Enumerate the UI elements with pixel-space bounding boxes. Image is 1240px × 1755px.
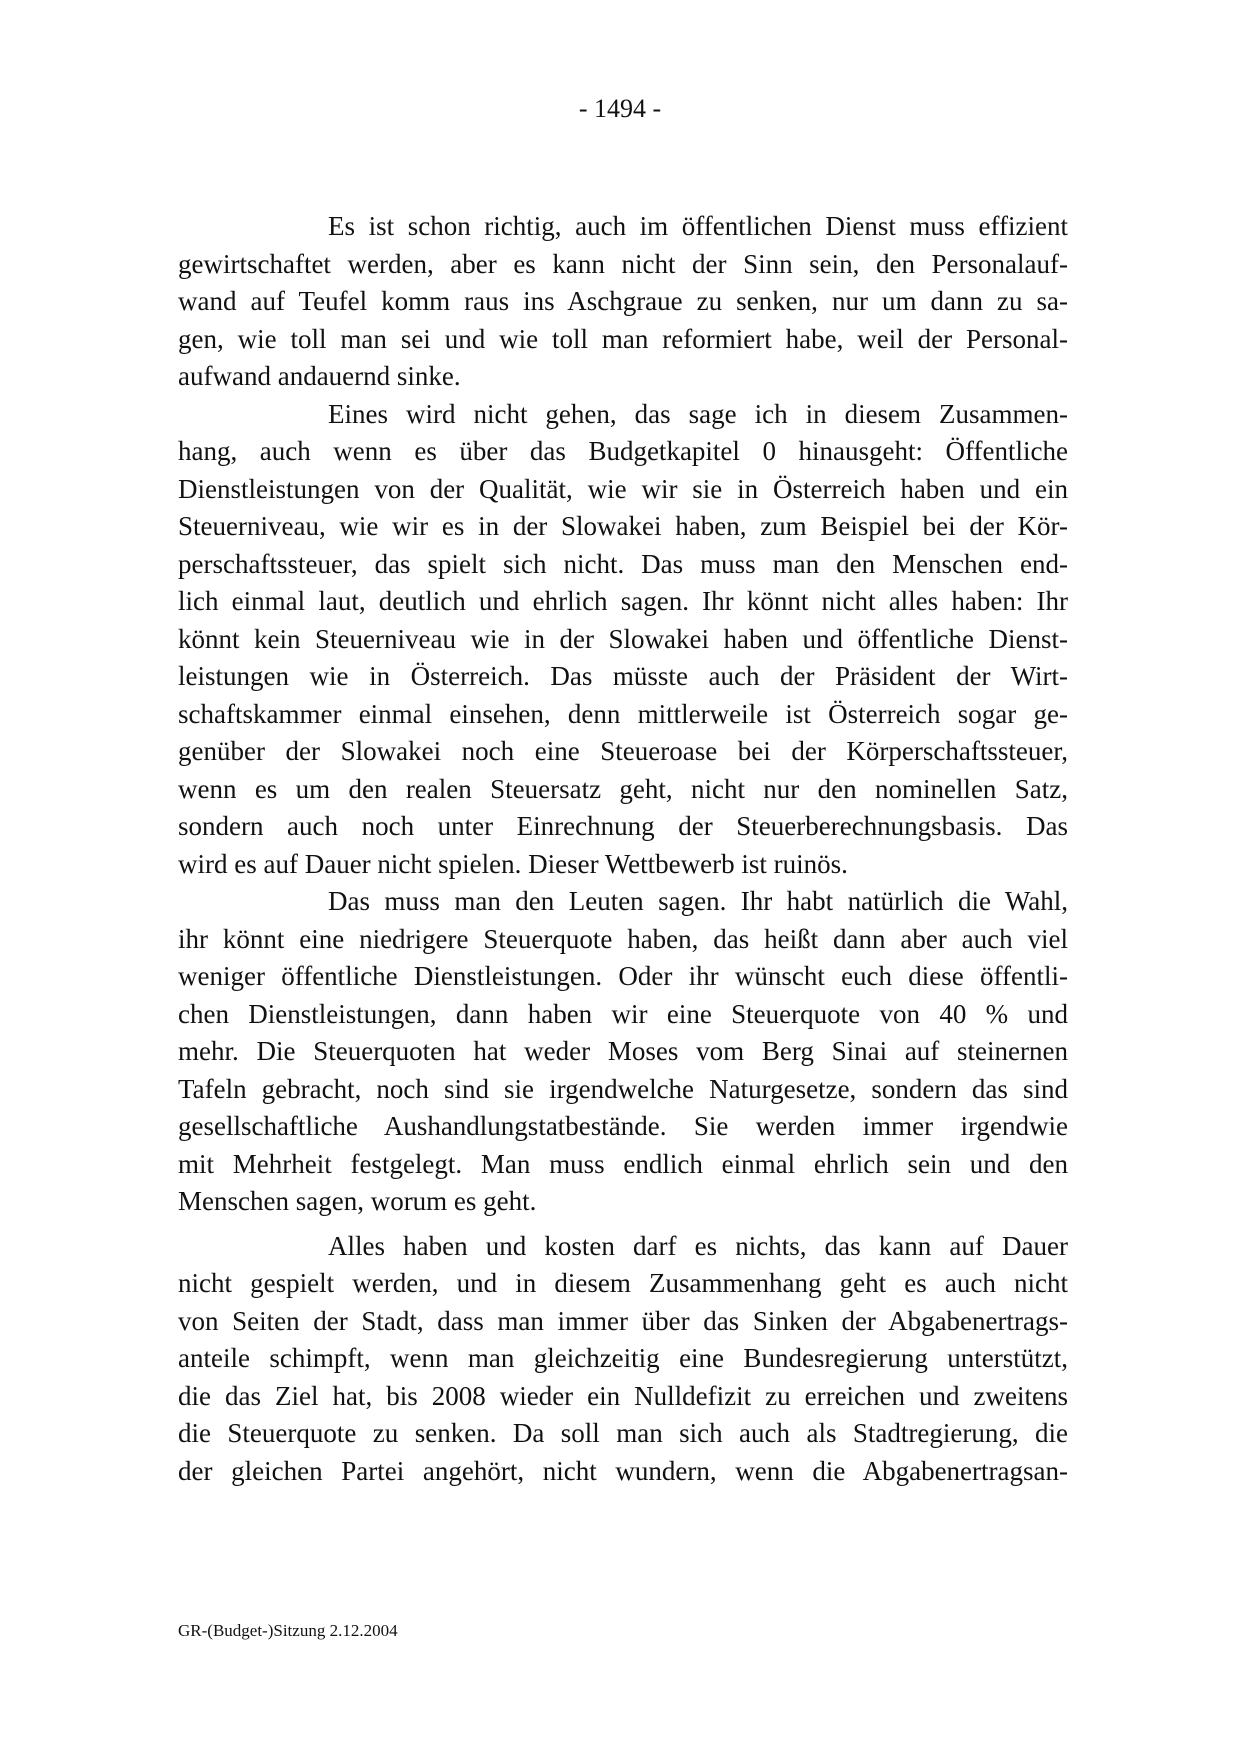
text-line: ihr könnt eine niedrigere Steuerquote haben, das heißt dann aber auch viel [178, 923, 1068, 954]
text-line: wird es auf Dauer nicht spielen. Dieser Wettbewerb ist ruinös. [178, 848, 848, 879]
page-number: - 1494 - [578, 94, 662, 123]
text-line: chen Dienstleistungen, dann haben wir eine Steuerquote von 40 % und [178, 998, 1068, 1029]
text-line: wenn es um den realen Steuersatz geht, nicht nur den nominellen Satz, [178, 773, 1068, 804]
body-text [178, 208, 1068, 1490]
text-line: der gleichen Partei angehört, nicht wundern, wenn die Abgabenertragsan- [178, 1455, 1068, 1486]
text-line: aufwand andauernd sinke. [178, 361, 461, 391]
text-line: Dienstleistungen von der Qualität, wie wir sie in Österreich haben und ein [178, 473, 1068, 504]
text-line: perschaftssteuer, das spielt sich nicht. Das muss man den Menschen end- [178, 548, 1068, 579]
text-line: leistungen wie in Österreich. Das müsste auch der Präsident der Wirt- [178, 661, 1068, 691]
footer-session-label: GR-(Budget-)Sitzung 2.12.2004 [178, 1621, 398, 1640]
paragraph [178, 208, 1068, 396]
text-line: Das muss man den Leuten sagen. Ihr habt natürlich die Wahl, [328, 886, 1068, 916]
text-line: Steuerniveau, wie wir es in der Slowakei haben, zum Beispiel bei der Kör- [178, 511, 1068, 541]
text-line: wand auf Teufel komm raus ins Aschgraue zu senken, nur um dann zu sa- [178, 286, 1068, 316]
paragraph-spacer [178, 1221, 1068, 1228]
text-line: gewirtschaftet werden, aber es kann nicht der Sinn sein, den Personalauf- [178, 248, 1068, 279]
text-line: könnt kein Steuerniveau wie in der Slowakei haben und öffentliche Dienst- [178, 623, 1068, 654]
text-line: schaftskammer einmal einsehen, denn mittlerweile ist Österreich sogar ge- [178, 698, 1068, 729]
paragraph [178, 396, 1068, 884]
text-line: mit Mehrheit festgelegt. Man muss endlich einmal ehrlich sein und den [178, 1148, 1068, 1179]
text-line: gen, wie toll man sei und wie toll man reformiert habe, weil der Personal- [178, 323, 1068, 354]
paragraph [178, 883, 1068, 1221]
text-line: sondern auch noch unter Einrechnung der Steuerberechnungsbasis. Das [178, 811, 1068, 841]
text-line: die Steuerquote zu senken. Da soll man sich auch als Stadtregierung, die [178, 1418, 1068, 1448]
text-line: mehr. Die Steuerquoten hat weder Moses vom Berg Sinai auf steinernen [178, 1036, 1068, 1066]
text-line: hang, auch wenn es über das Budgetkapitel 0 hinausgeht: Öffentliche [178, 436, 1068, 466]
text-line: weniger öffentliche Dienstleistungen. Oder ihr wünscht euch diese öffentli- [178, 961, 1068, 991]
paragraph [178, 1228, 1068, 1491]
text-line: Alles haben und kosten darf es nichts, das kann auf Dauer [328, 1230, 1068, 1261]
text-line: Es ist schon richtig, auch im öffentlichen Dienst muss effizient [328, 211, 1068, 241]
text-line: gesellschaftliche Aushandlungstatbestände. Sie werden immer irgendwie [178, 1111, 1068, 1141]
text-line: von Seiten der Stadt, dass man immer über das Sinken der Abgabenertrags- [178, 1305, 1068, 1336]
text-line: Tafeln gebracht, noch sind sie irgendwelche Naturgesetze, sondern das sind [178, 1073, 1068, 1104]
text-line: anteile schimpft, wenn man gleichzeitig eine Bundesregierung unterstützt, [178, 1343, 1068, 1373]
text-line: Menschen sagen, worum es geht. [178, 1186, 537, 1216]
text-line: die das Ziel hat, bis 2008 wieder ein Nulldefizit zu erreichen und zweitens [178, 1380, 1068, 1411]
text-line: Eines wird nicht gehen, das sage ich in diesem Zusammen- [328, 398, 1068, 429]
text-line: nicht gespielt werden, und in diesem Zusammenhang geht es auch nicht [178, 1268, 1068, 1298]
text-line: genüber der Slowakei noch eine Steueroase bei der Körperschaftssteuer, [178, 736, 1068, 766]
text-line: lich einmal laut, deutlich und ehrlich sagen. Ihr könnt nicht alles haben: Ihr [178, 586, 1068, 616]
